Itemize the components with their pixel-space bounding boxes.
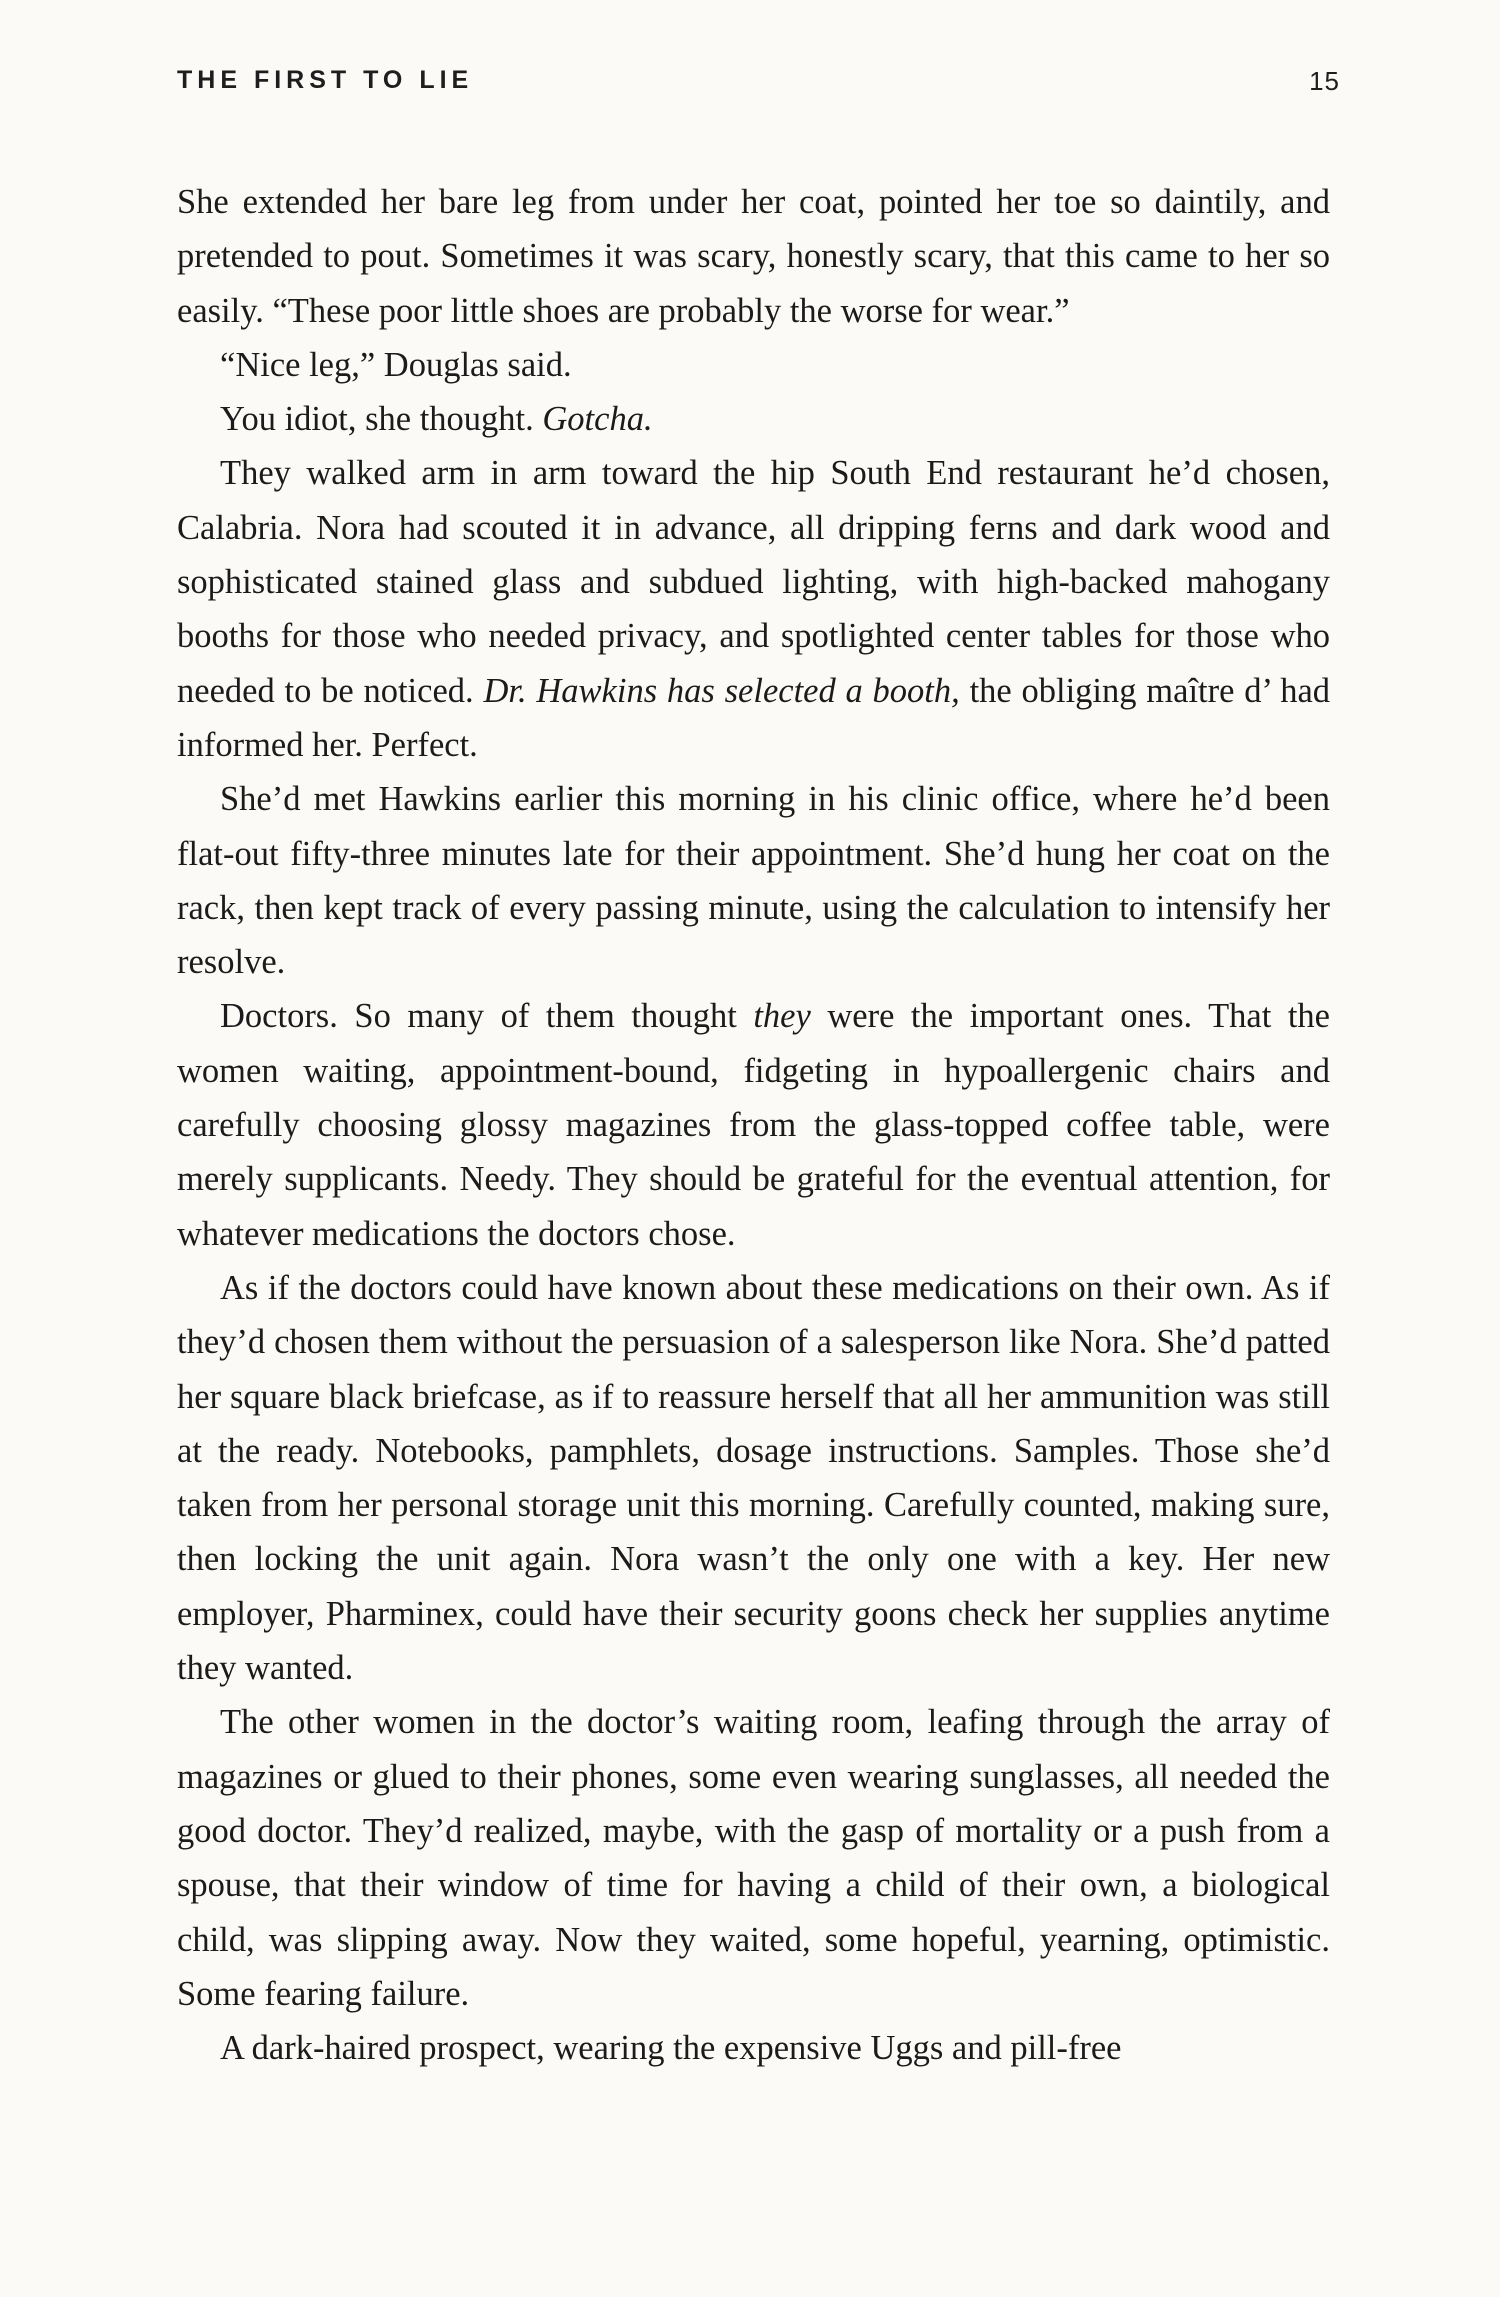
text-run: You idiot, she thought. bbox=[220, 400, 543, 439]
book-title: THE FIRST TO LIE bbox=[177, 66, 474, 94]
paragraph bbox=[177, 338, 1330, 392]
italic-text: they bbox=[753, 997, 811, 1036]
text-run: Doctors. So many of them thought bbox=[220, 997, 754, 1036]
paragraph bbox=[177, 175, 1330, 338]
paragraph bbox=[177, 392, 1330, 446]
italic-text: Gotcha. bbox=[542, 400, 653, 439]
text-run: were the important ones. That the women waiting, appointment-bound, fidgeting in hypoallergenic chairs and carefully choosing glossy magazines from the glass-topped coffee table, were merely supplicants. Needy. They should be grateful for the eventual attention, for whatever medications the doctors chose. bbox=[177, 997, 1330, 1253]
italic-text: Dr. Hawkins has selected a booth, bbox=[483, 671, 960, 710]
paragraph bbox=[177, 2021, 1330, 2075]
text-run: She extended her bare leg from under her coat, pointed her toe so daintily, and pretended to pout. Sometimes it was scary, honestly scary, that this came to her so easily. “These poor little shoes are probably the worse for wear.” bbox=[177, 183, 1330, 330]
text-run: The other women in the doctor’s waiting room, leafing through the array of magazines or glued to their phones, some even wearing sunglasses, all needed the good doctor. They’d realized, maybe, with the gasp of mortality or a push from a spouse, that their window of time for having a child of their own, a biological child, was slipping away. Now they waited, some hopeful, yearning, optimistic. Some fearing failure. bbox=[177, 1703, 1330, 2013]
text-run: A dark-haired prospect, wearing the expensive Uggs and pill-free bbox=[220, 2029, 1122, 2068]
paragraph bbox=[177, 1261, 1330, 1695]
text-run: As if the doctors could have known about these medications on their own. As if they’d chosen them without the persuasion of a salesperson like Nora. She’d patted her square black briefcase, as if to reassure herself that all her ammunition was still at the ready. Notebooks, pamphlets, dosage instructions. Samples. Those she’d taken from her personal storage unit this morning. Carefully counted, making sure, then locking the unit again. Nora wasn’t the only one with a key. Her new employer, Pharminex, could have their security goons check her supplies anytime they wanted. bbox=[177, 1268, 1330, 1688]
text-run: She’d met Hawkins earlier this morning in his clinic office, where he’d been flat-out fifty-three minutes late for their appointment. She’d hung her coat on the rack, then kept track of every passing minute, using the calculation to intensify her resolve. bbox=[177, 780, 1330, 982]
paragraph bbox=[177, 989, 1330, 1260]
paragraph bbox=[177, 772, 1330, 989]
paragraph bbox=[177, 1695, 1330, 2021]
text-run: “Nice leg,” Douglas said. bbox=[220, 345, 572, 384]
page-number: 15 bbox=[1309, 66, 1340, 96]
running-header bbox=[177, 66, 1340, 106]
body-text bbox=[177, 175, 1330, 2075]
text-run: the obliging maître d’ had informed her. Perfect. bbox=[177, 671, 1331, 764]
paragraph bbox=[177, 446, 1330, 772]
text-run: They walked arm in arm toward the hip South End restaurant he’d chosen, Calabria. Nora had scouted it in advance, all dripping ferns and dark wood and sophisticated stained glass and subdued lighting, with high-backed mahogany booths for those who needed privacy, and spotlighted center tables for those who needed to be noticed. bbox=[177, 454, 1330, 710]
